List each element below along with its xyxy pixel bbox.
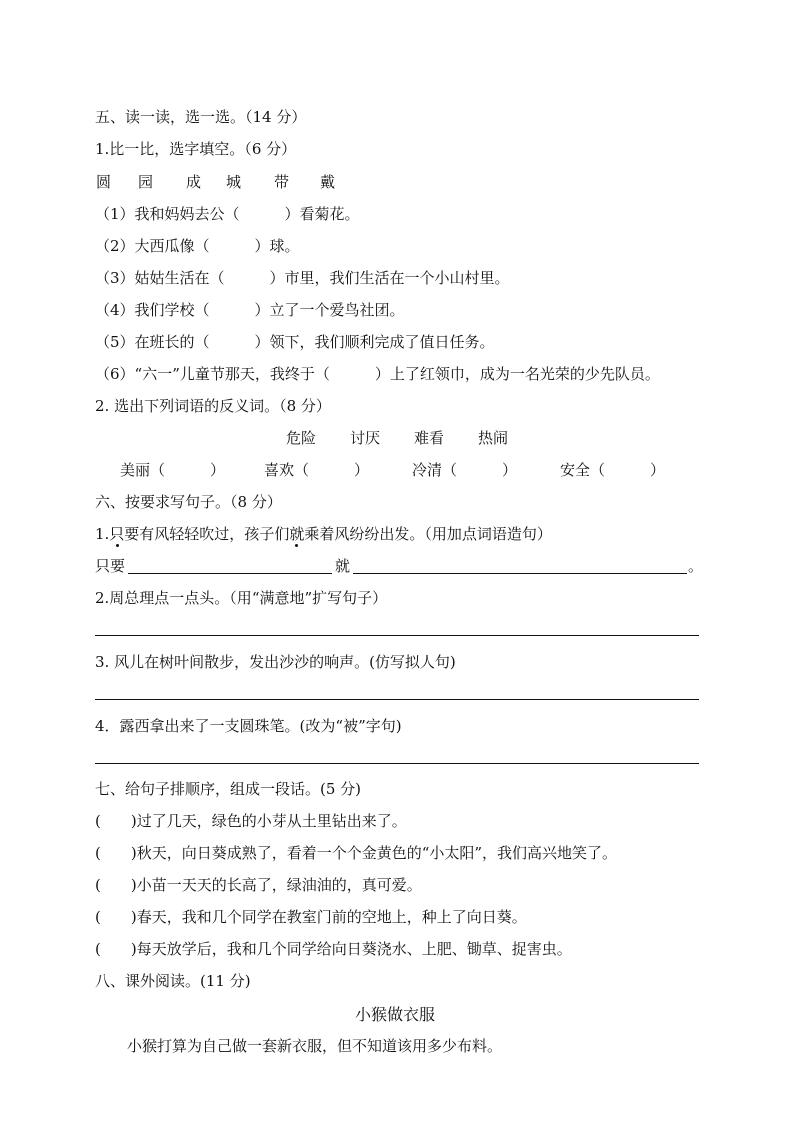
answer-line-q2[interactable] xyxy=(95,635,699,636)
s5-q2-heading: 2. 选出下列词语的反义词。（8 分） xyxy=(95,397,331,415)
order-item-4: ( )春天，我和几个同学在教室门前的空地上，种上了向日葵。 xyxy=(95,908,527,926)
s6-q4-prompt: 4．露西拿出来了一支圆珠笔。(改为“被”字句) xyxy=(95,717,402,735)
order-item-1: ( )过了几天，绿色的小芽从土里钻出来了。 xyxy=(95,812,407,830)
order-item-2: ( )秋天，向日葵成熟了，看着一个个金黄色的“小太阳”，我们高兴地笑了。 xyxy=(95,844,618,862)
emphasis-dot xyxy=(116,544,119,547)
s6-q2-prompt: 2.周总理点一点头。（用“满意地”扩写句子） xyxy=(95,589,388,607)
s6-q1-answer-mid: 就 xyxy=(335,557,351,575)
order-item-5: ( )每天放学后，我和几个同学给向日葵浇水、上肥、锄草、捉害虫。 xyxy=(95,940,572,958)
char-option: 圆 xyxy=(96,173,112,191)
antonym-pair: 喜欢（ ） xyxy=(264,461,370,479)
antonym-pair: 安全（ ） xyxy=(560,461,666,479)
answer-line-q4[interactable] xyxy=(95,763,699,764)
section-5-heading: 五、读一读，选一选。（14 分） xyxy=(95,108,307,126)
antonym-pair: 美丽（ ） xyxy=(120,461,226,479)
reading-paragraph: 小猴打算为自己做一套新衣服，但不知道该用多少布料。 xyxy=(127,1037,503,1055)
s6-q1-text-b: 乘着风纷纷出发。（用加点词语造句） xyxy=(304,525,552,543)
answer-blank-2[interactable] xyxy=(353,573,687,574)
section-7-heading: 七、给句子排顺序，组成一段话。(5 分) xyxy=(95,780,362,798)
s6-q1-text-a: 1.只要有风轻轻吹过，孩子们 xyxy=(95,525,290,543)
fill-item-5: （5）在班长的（ ）领下，我们顺利完成了值日任务。 xyxy=(95,333,495,351)
answer-line-q3[interactable] xyxy=(95,699,699,700)
antonym-pair: 冷清（ ） xyxy=(412,461,518,479)
antonym-option: 难看 xyxy=(414,429,445,447)
emphasis-word xyxy=(289,524,304,544)
antonym-option: 热闹 xyxy=(478,429,509,447)
s5-q1-heading: 1.比一比，选字填空。（6 分） xyxy=(95,140,297,158)
char-option: 带 xyxy=(274,173,290,191)
answer-blank-1[interactable] xyxy=(128,573,332,574)
fill-item-4: （4）我们学校（ ）立了一个爱鸟社团。 xyxy=(95,301,405,319)
s6-q3-prompt: 3. 风儿在树叶间散步，发出沙沙的响声。(仿写拟人句) xyxy=(95,653,456,671)
char-option: 成 xyxy=(186,173,202,191)
fill-item-6: （6）“六一”儿童节那天，我终于（ ）上了红领巾，成为一名光荣的少先队员。 xyxy=(95,365,660,383)
reading-title: 小猴做衣服 xyxy=(355,1005,436,1024)
s6-q1-answer-start: 只要 xyxy=(95,557,126,575)
section-6-heading: 六、按要求写句子。（8 分） xyxy=(95,493,282,511)
s6-q1-answer-end: 。 xyxy=(688,557,704,575)
emphasis-dot xyxy=(295,544,298,547)
fill-item-1: （1）我和妈妈去公（ ）看菊花。 xyxy=(95,205,360,223)
section-8-heading: 八、课外阅读。(11 分) xyxy=(95,972,251,990)
char-option: 戴 xyxy=(320,173,336,191)
fill-item-2: （2）大西瓜像（ ）球。 xyxy=(95,237,300,255)
s6-q1-prompt xyxy=(95,524,552,544)
char-option: 园 xyxy=(138,173,154,191)
emphasis-char: 就 xyxy=(289,525,305,543)
antonym-option: 讨厌 xyxy=(350,429,381,447)
order-item-3: ( )小苗一天天的长高了，绿油油的，真可爱。 xyxy=(95,876,422,894)
antonym-option: 危险 xyxy=(286,429,317,447)
fill-item-3: （3）姑姑生活在（ ）市里，我们生活在一个小山村里。 xyxy=(95,269,510,287)
char-option: 城 xyxy=(226,173,242,191)
